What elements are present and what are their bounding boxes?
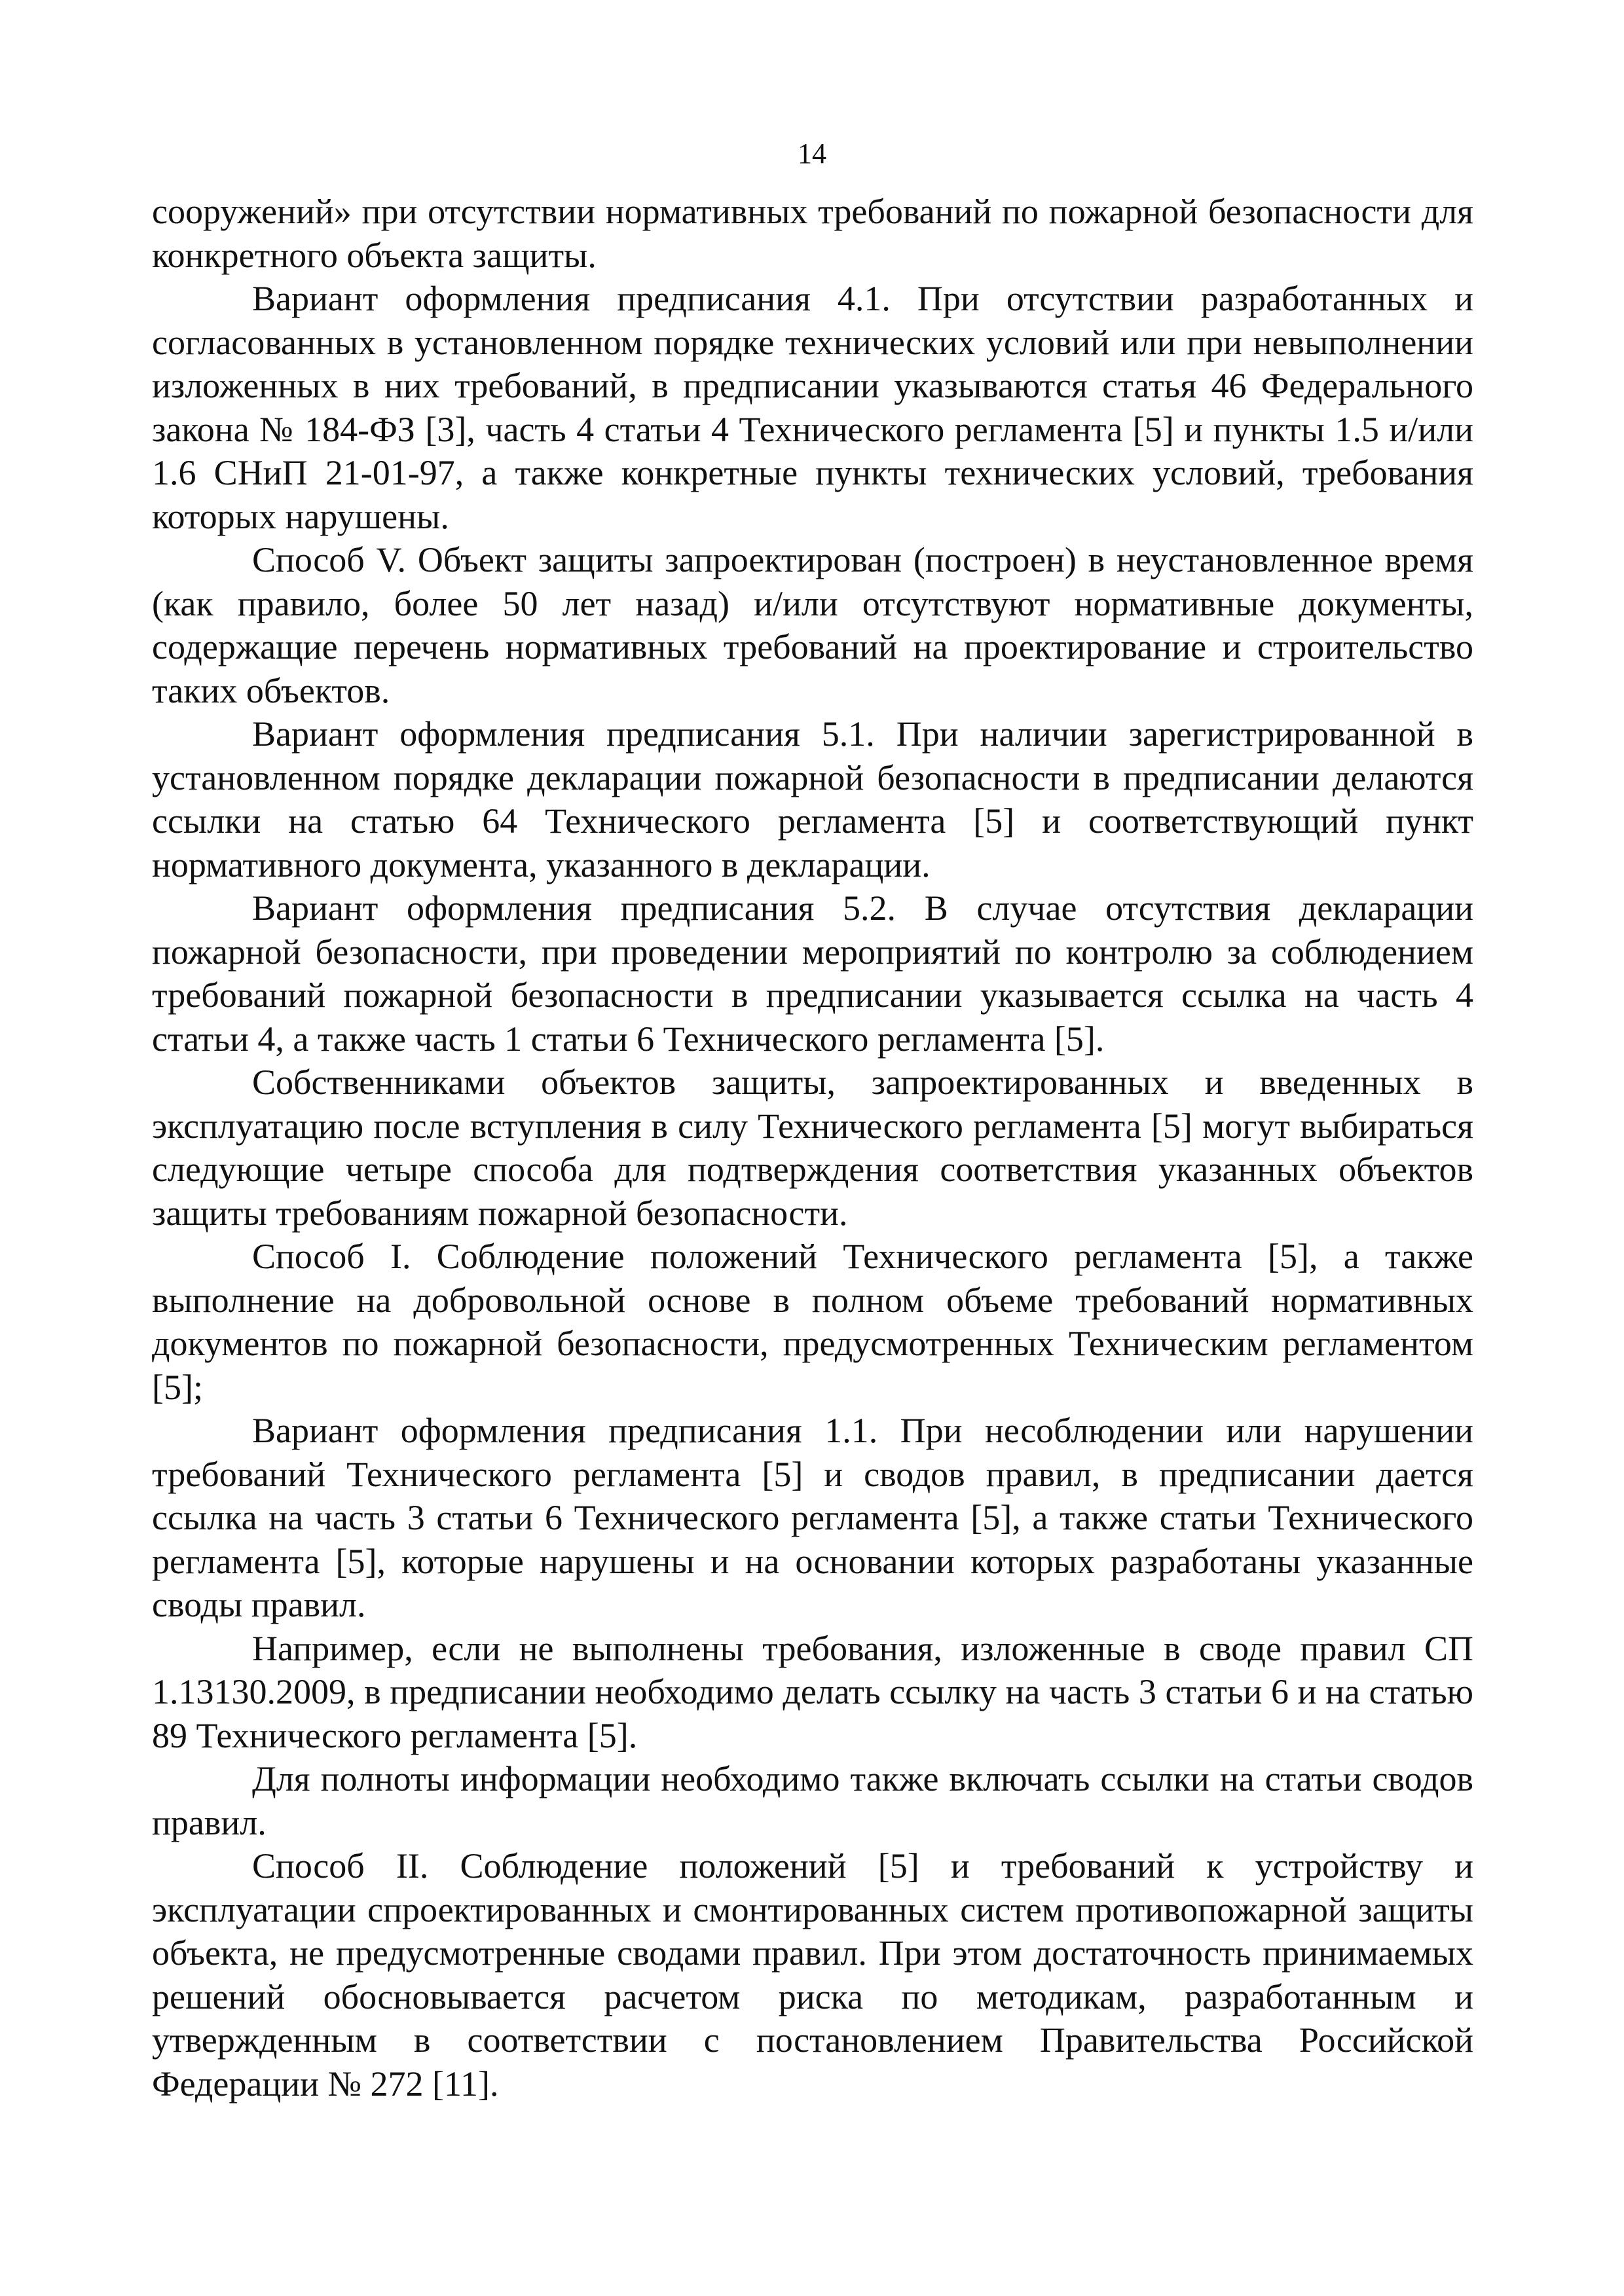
paragraph: Собственниками объектов защиты, запроектированных и введенных в эксплуатацию после вступления в силу Технического регламента [5] могут выбираться следующие четыре способа для подтверждения соответствия указанных объектов защиты требованиям пожарной безопасности. bbox=[152, 1063, 1473, 1233]
paragraph: Например, если не выполнены требования, изложенные в своде правил СП 1.13130.2009, в предписании необходимо делать ссылку на часть 3 статьи 6 и на статью 89 Технического регламента [5]. bbox=[152, 1628, 1473, 1755]
paragraph: Вариант оформления предписания 5.2. В случае отсутствия декларации пожарной безопасности, при проведении мероприятий по контролю за соблюдением требований пожарной безопасности в предписании указывается ссылка на часть 4 статьи 4, а также часть 1 статьи 6 Технического регламента [5]. bbox=[152, 888, 1473, 1059]
paragraph: Способ V. Объект защиты запроектирован (построен) в неустановленное время (как правило, более 50 лет назад) и/или отсутствуют нормативные документы, содержащие перечень нормативных требований на проектирование и строительство таких объектов. bbox=[152, 540, 1473, 710]
paragraph: Вариант оформления предписания 4.1. При отсутствии разработанных и согласованных в установленном порядке технических условий или при невыполнении изложенных в них требований, в предписании указываются статья 46 Федерального закона № 184-ФЗ [3], часть 4 статьи 4 Технического регламента [5] и пункты 1.5 и/или 1.6 СНиП 21-01-97, а также конкретные пункты технических условий, требования которых нарушены. bbox=[152, 279, 1473, 536]
paragraph: Способ I. Соблюдение положений Технического регламента [5], а также выполнение на добровольной основе в полном объеме требований нормативных документов по пожарной безопасности, предусмотренных Техническим регламентом [5]; bbox=[152, 1237, 1473, 1407]
paragraph: Вариант оформления предписания 1.1. При несоблюдении или нарушении требований Технического регламента [5] и сводов правил, в предписании дается ссылка на часть 3 статьи 6 Технического регламента [5], а также статьи Технического регламента [5], которые нарушены и на основании которых разработаны указанные своды правил. bbox=[152, 1411, 1473, 1624]
paragraph: Способ II. Соблюдение положений [5] и требований к устройству и эксплуатации спроектированных и смонтированных систем противопожарной защиты объекта, не предусмотренные сводами правил. При этом достаточность принимаемых решений обосновывается расчетом риска по методикам, разработанным и утвержденным в соответствии с постановлением Правительства Российской Федерации № 272 [11]. bbox=[152, 1846, 1473, 2104]
document-body bbox=[152, 190, 1473, 2105]
paragraph: сооружений» при отсутствии нормативных требований по пожарной безопасности для конкретного объекта защиты. bbox=[152, 192, 1473, 275]
paragraph: Для полноты информации необходимо также включать ссылки на статьи сводов правил. bbox=[152, 1759, 1473, 1842]
page-number: 14 bbox=[798, 137, 826, 170]
paragraph: Вариант оформления предписания 5.1. При наличии зарегистрированной в установленном порядке декларации пожарной безопасности в предписании делаются ссылки на статью 64 Технического регламента [5] и соответствующий пункт нормативного документа, указанного в декларации. bbox=[152, 714, 1473, 884]
